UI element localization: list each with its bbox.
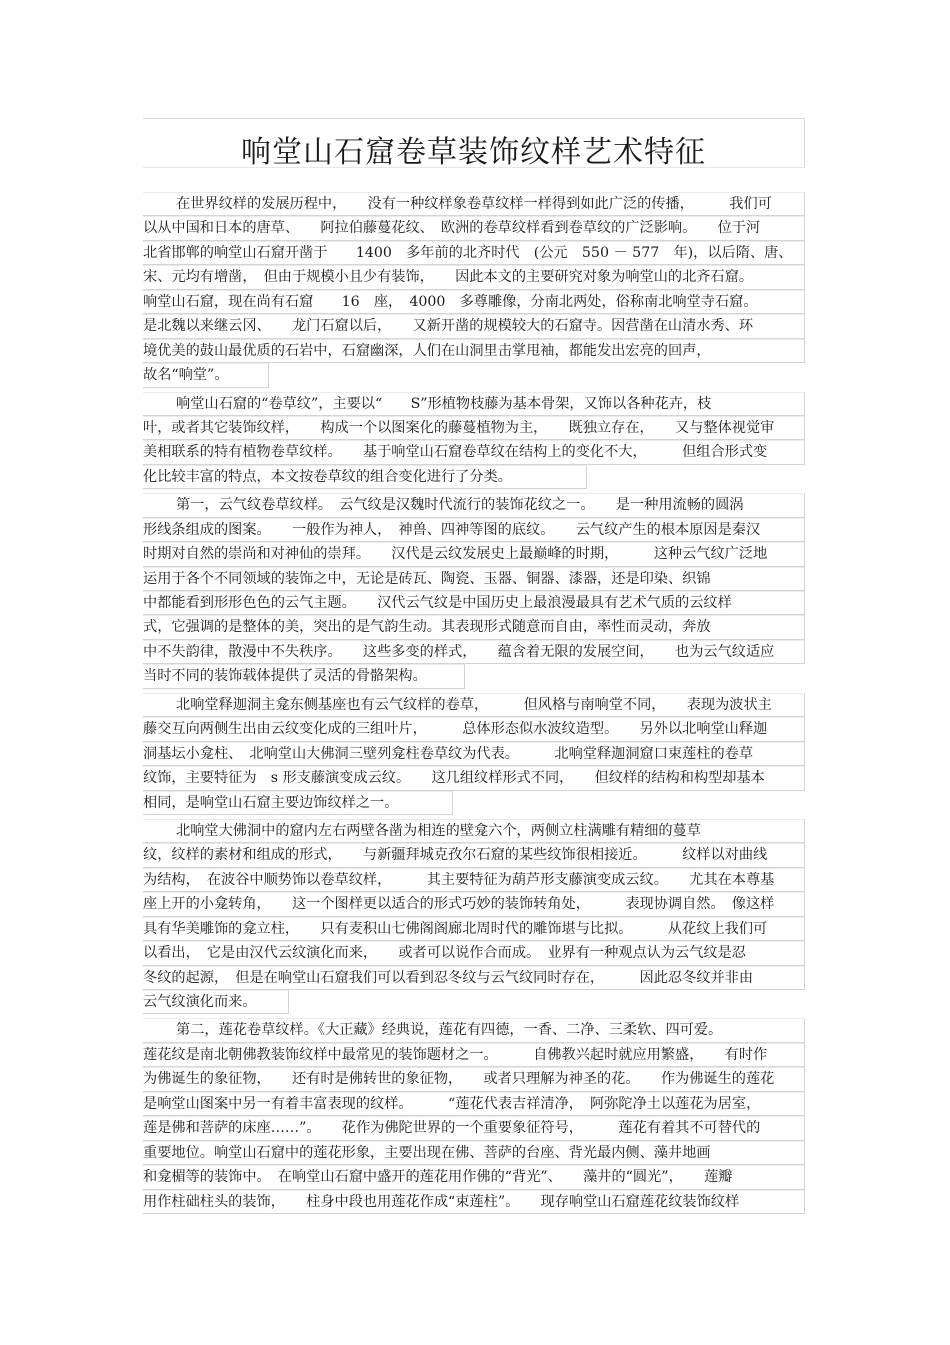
text-line: 响堂山石窟的“卷草纹”，主要以“ S”形植物枝藤为基本骨架，又饰以各种花卉，枝 — [143, 392, 805, 416]
text-line: 藤交互向两侧生出由云纹变化成的三组叶片， 总体形态似水波纹造型。 另外以北响堂山释迦 — [143, 717, 805, 741]
text-line: 故名“响堂”。 — [143, 363, 269, 387]
text-line: 式，它强调的是整体的美，突出的是气韵生动。其表现形式随意而自由，率性而灵动，奔放 — [143, 615, 805, 639]
text-line: 时期对自然的崇尚和对神仙的崇拜。 汉代是云纹发展史上最巅峰的时期， 这种云气纹广泛地 — [143, 542, 805, 566]
text-line: 以看出， 它是由汉代云纹演化而来， 或者可以说作合而成。 业界有一种观点认为云气纹是忍 — [143, 941, 805, 965]
text-line: 形线条组成的图案。 一般作为神人， 神兽、四神等图的底纹。 云气纹产生的根本原因是秦汉 — [143, 518, 805, 542]
text-line: 座上开的小龛转角， 这一个图样更以适合的形式巧妙的装饰转角处， 表现协调自然。 像这样 — [143, 892, 805, 916]
text-line: 用作柱础柱头的装饰， 柱身中段也用莲花作成“束莲柱”。 现存响堂山石窟莲花纹装饰纹样 — [143, 1190, 805, 1214]
text-line: 化比较丰富的特点，本文按卷草纹的组合变化进行了分类。 — [143, 465, 587, 489]
paragraph — [143, 392, 805, 494]
text-line: 北省邯郸的响堂山石窟开凿于 1400 多年前的北齐时代 (公元 550 － 577 年)，以后隋、唐、 — [143, 241, 805, 265]
paragraph — [143, 693, 805, 819]
text-line: 当时不同的装饰载体提供了灵活的骨骼架构。 — [143, 664, 465, 688]
paragraph — [143, 192, 805, 392]
text-line: 是北魏以来继云冈、 龙门石窟以后， 又新开凿的规模较大的石窟寺。因营凿在山清水秀、环 — [143, 314, 805, 338]
text-line: 是响堂山图案中另一有着丰富表现的纹样。 “莲花代表吉祥清净， 阿弥陀净土以莲花为居室， — [143, 1092, 805, 1116]
text-line: 为佛诞生的象征物， 还有时是佛转世的象征物， 或者只理解为神圣的花。 作为佛诞生的莲花 — [143, 1067, 805, 1091]
text-line: 冬纹的起源， 但是在响堂山石窟我们可以看到忍冬纹与云气纹同时存在， 因此忍冬纹并非由 — [143, 966, 805, 990]
page-title: 响堂山石窟卷草装饰纹样艺术特征 — [241, 135, 706, 170]
paragraph — [143, 819, 805, 1019]
text-line: 云气纹演化而来。 — [143, 990, 289, 1014]
paragraph — [143, 493, 805, 693]
text-line: 相同，是响堂山石窟主要边饰纹样之一。 — [143, 791, 453, 815]
text-line: 为结构， 在波谷中顺势饰以卷草纹样， 其主要特征为葫芦形支藤演变成云纹。 尤其在本尊基 — [143, 868, 805, 892]
text-line: 美相联系的特有植物卷草纹样。 基于响堂山石窟卷草纹在结构上的变化不大， 但组合形式变 — [143, 440, 805, 464]
text-line: 莲花纹是南北朝佛教装饰纹样中最常见的装饰题材之一。 自佛教兴起时就应用繁盛， 有时作 — [143, 1043, 805, 1067]
text-line: 宋、元均有增凿， 但由于规模小且少有装饰， 因此本文的主要研究对象为响堂山的北齐石窟。 — [143, 265, 805, 289]
text-line: 中不失韵律，散漫中不失秩序。 这些多变的样式， 蕴含着无限的发展空间， 也为云气纹适应 — [143, 640, 805, 664]
text-line: 叶，或者其它装饰纹样， 构成一个以图案化的藤蔓植物为主， 既独立存在， 又与整体视觉审 — [143, 416, 805, 440]
text-line: 以从中国和日本的唐草、 阿拉伯藤蔓花纹、 欧洲的卷草纹样看到卷草纹的广泛影响。 位于河 — [143, 216, 805, 240]
text-line: 境优美的鼓山最优质的石岩中，石窟幽深，人们在山洞里击掌甩袖，都能发出宏亮的回声， — [143, 339, 805, 363]
article-body — [143, 192, 805, 1214]
text-line: 中都能看到形形色色的云气主题。 汉代云气纹是中国历史上最浪漫最具有艺术气质的云纹样 — [143, 591, 805, 615]
text-line: 在世界纹样的发展历程中， 没有一种纹样象卷草纹样一样得到如此广泛的传播， 我们可 — [143, 192, 805, 216]
text-line: 北响堂大佛洞中的窟内左右两壁各凿为相连的壁龛六个，两侧立柱满雕有精细的蔓草 — [143, 819, 805, 843]
text-line: 纹饰，主要特征为 s 形支藤演变成云纹。 这几组纹样形式不同， 但纹样的结构和构型却基本 — [143, 766, 805, 790]
paragraph — [143, 1018, 805, 1214]
title-box — [143, 118, 805, 168]
text-line: 洞基坛小龛柱、 北响堂山大佛洞三壁列龛柱卷草纹为代表。 北响堂释迦洞窟口束莲柱的卷草 — [143, 742, 805, 766]
text-line: 响堂山石窟，现在尚有石窟 16 座， 4000 多尊雕像，分南北两处，俗称南北响堂寺石窟。 — [143, 290, 805, 314]
text-line: 具有华美雕饰的龛立柱， 只有麦积山七佛阁阁廊北周时代的雕饰堪与比拟。 从花纹上我们可 — [143, 917, 805, 941]
text-line: 重要地位。响堂山石窟中的莲花形象，主要出现在佛、菩萨的台座、背光最内侧、藻井地画 — [143, 1141, 805, 1165]
text-line: 第二，莲花卷草纹样。《大正藏》经典说，莲花有四德，一香、二净、三柔软、四可爱。 — [143, 1018, 805, 1042]
text-line: 和龛楣等的装饰中。 在响堂山石窟中盛开的莲花用作佛的“背光”、 藻井的“圆光”， 莲瓣 — [143, 1165, 805, 1189]
text-line: 运用于各个不同领域的装饰之中，无论是砖瓦、陶瓷、玉器、铜器、漆器，还是印染、织锦 — [143, 567, 805, 591]
text-line: 纹，纹样的素材和组成的形式， 与新疆拜城克孜尔石窟的某些纹饰很相接近。 纹样以对曲线 — [143, 843, 805, 867]
text-line: 莲是佛和菩萨的床座……”。 花作为佛陀世界的一个重要象征符号， 莲花有着其不可替代的 — [143, 1116, 805, 1140]
text-line: 第一，云气纹卷草纹样。 云气纹是汉魏时代流行的装饰花纹之一。 是一种用流畅的圆涡 — [143, 493, 805, 517]
text-line: 北响堂释迦洞主龛东侧基座也有云气纹样的卷草， 但风格与南响堂不同， 表现为波状主 — [143, 693, 805, 717]
